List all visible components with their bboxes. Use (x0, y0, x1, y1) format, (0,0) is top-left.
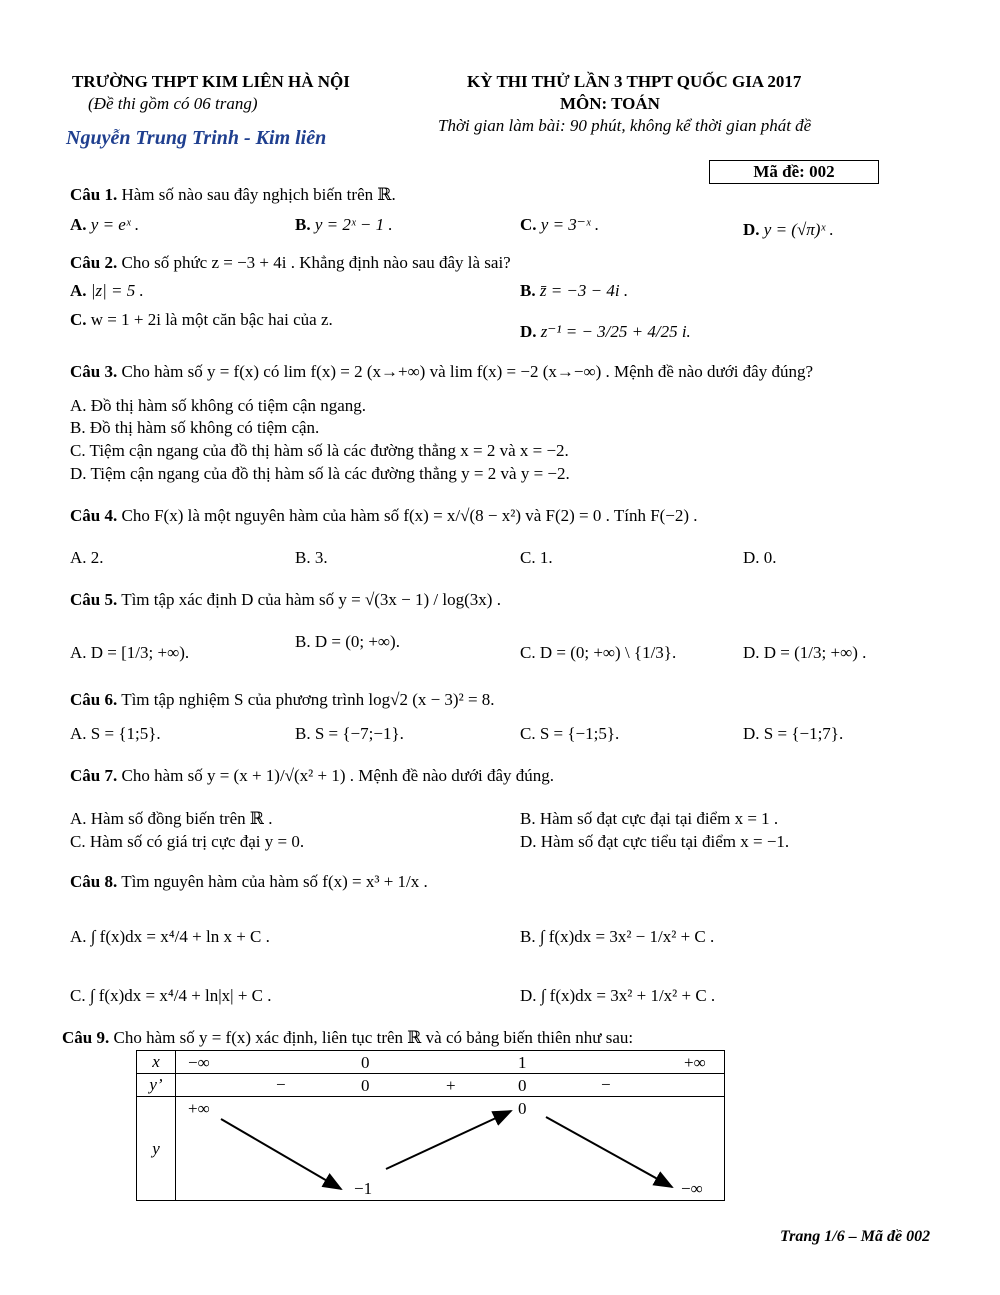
question-label: Câu 9. (62, 1028, 110, 1047)
question-7 (70, 766, 554, 786)
option-5b: B. D = (0; +∞). (295, 632, 400, 651)
option-4b: B. 3. (295, 548, 328, 567)
question-4 (70, 506, 698, 526)
table-row-x (137, 1051, 725, 1074)
question-text: Tìm tập xác định D của hàm số y = √(3x − 1) / log(3x) . (121, 590, 501, 609)
option-math: z⁻¹ = − 3/25 + 4/25 i. (540, 322, 691, 341)
option-3b: B. Đồ thị hàm số không có tiệm cận. (70, 418, 320, 437)
question-label: Câu 1. (70, 185, 118, 204)
sign-value: 0 (361, 1076, 370, 1095)
option-math: z̄ = −3 − 4i . (539, 281, 629, 300)
row-label-y: y (137, 1097, 176, 1201)
y-value: 0 (518, 1099, 527, 1118)
option-3c: C. Tiệm cận ngang của đồ thị hàm số là các đường thẳng x = 2 và x = −2. (70, 441, 569, 460)
option-8b: B. ∫ f(x)dx = 3x² − 1/x² + C . (520, 927, 715, 946)
option-1b (295, 215, 393, 235)
table-row-y (137, 1097, 725, 1201)
option-letter: C. (520, 215, 537, 234)
variation-table (136, 1050, 725, 1201)
sign-value: − (276, 1075, 286, 1094)
option-6a: A. S = {1;5}. (70, 724, 161, 743)
variation-arrows (176, 1097, 726, 1201)
question-text: Hàm số nào sau đây nghịch biến trên ℝ. (121, 185, 396, 204)
y-value: +∞ (188, 1099, 210, 1118)
option-6c: C. S = {−1;5}. (520, 724, 620, 743)
option-2a (70, 281, 144, 301)
question-label: Câu 4. (70, 506, 118, 525)
y-value: −∞ (681, 1179, 703, 1198)
option-1a (70, 215, 139, 235)
option-text: w = 1 + 2i là một căn bậc hai của z. (90, 310, 333, 329)
option-letter: A. (70, 281, 87, 300)
question-label: Câu 8. (70, 872, 118, 891)
question-text: Cho F(x) là một nguyên hàm của hàm số f(x) = x/√(8 − x²) và F(2) = 0 . Tính F(−2) . (121, 506, 698, 525)
option-letter: A. (70, 215, 87, 234)
row-values-y (176, 1097, 725, 1201)
table-row-yprime (137, 1074, 725, 1097)
option-8a: A. ∫ f(x)dx = x⁴/4 + ln x + C . (70, 927, 270, 946)
option-math: y = (√π)ˣ . (763, 220, 834, 239)
option-8c: C. ∫ f(x)dx = x⁴/4 + ln|x| + C . (70, 986, 272, 1005)
option-2c (70, 310, 333, 330)
option-5c: C. D = (0; +∞) \ {1/3}. (520, 643, 677, 662)
option-1d (743, 220, 834, 240)
author-line: Nguyễn Trung Trinh - Kim liên (66, 127, 327, 149)
school-name: TRƯỜNG THPT KIM LIÊN HÀ NỘI (72, 72, 350, 91)
option-5d: D. D = (1/3; +∞) . (743, 643, 867, 662)
option-letter: B. (295, 215, 311, 234)
row-label-x: x (137, 1051, 176, 1074)
question-3 (70, 362, 813, 382)
option-math: y = 3⁻ˣ . (540, 215, 600, 234)
time-note: Thời gian làm bài: 90 phút, không kể thời gian phát đề (438, 116, 812, 135)
option-6b: B. S = {−7;−1}. (295, 724, 404, 743)
x-value: 1 (518, 1053, 527, 1072)
option-5a: A. D = [1/3; +∞). (70, 643, 190, 662)
question-text: Cho hàm số y = f(x) có lim f(x) = 2 (x→+∞) và lim f(x) = −2 (x→−∞) . Mệnh đề nào dưới đây đúng? (121, 362, 814, 381)
option-4a: A. 2. (70, 548, 104, 567)
option-letter: B. (520, 281, 536, 300)
option-7c: C. Hàm số có giá trị cực đại y = 0. (70, 832, 305, 851)
question-text: Cho hàm số y = f(x) xác định, liên tục trên ℝ và có bảng biến thiên như sau: (113, 1028, 634, 1047)
option-4d: D. 0. (743, 548, 777, 567)
question-text: Tìm nguyên hàm của hàm số f(x) = x³ + 1/x . (121, 872, 428, 891)
question-label: Câu 2. (70, 253, 118, 272)
option-7a: A. Hàm số đồng biến trên ℝ . (70, 809, 273, 828)
option-math: y = 2ˣ − 1 . (314, 215, 393, 234)
x-value: 0 (361, 1053, 370, 1072)
exam-code-box: Mã đề: 002 (709, 160, 879, 184)
option-letter: D. (520, 322, 537, 341)
question-8 (70, 872, 428, 892)
option-3d: D. Tiệm cận ngang của đồ thị hàm số là các đường thẳng y = 2 và y = −2. (70, 464, 570, 483)
question-6 (70, 690, 495, 710)
question-1 (70, 185, 396, 205)
question-label: Câu 3. (70, 362, 118, 381)
sign-value: 0 (518, 1076, 527, 1095)
sign-value: + (446, 1076, 456, 1095)
row-values-x (176, 1051, 725, 1074)
decreasing-arrow (546, 1117, 672, 1187)
question-5 (70, 590, 501, 610)
increasing-arrow (386, 1111, 511, 1169)
option-letter: D. (743, 220, 760, 239)
option-7b: B. Hàm số đạt cực đại tại điểm x = 1 . (520, 809, 779, 828)
option-3a: A. Đồ thị hàm số không có tiệm cận ngang. (70, 396, 367, 415)
y-value: −1 (354, 1179, 373, 1198)
question-text: Tìm tập nghiệm S của phương trình log√2 (x − 3)² = 8. (121, 690, 495, 709)
x-value: +∞ (684, 1053, 706, 1072)
pages-note: (Đề thi gồm có 06 trang) (88, 94, 258, 113)
page-footer: Trang 1/6 – Mã đề 002 (780, 1228, 931, 1245)
subject: MÔN: TOÁN (560, 94, 660, 113)
option-math: y = eˣ . (90, 215, 140, 234)
question-text: Cho hàm số y = (x + 1)/√(x² + 1) . Mệnh đề nào dưới đây đúng. (121, 766, 554, 785)
question-text: Cho số phức z = −3 + 4i . Khẳng định nào sau đây là sai? (121, 253, 511, 272)
option-8d: D. ∫ f(x)dx = 3x² + 1/x² + C . (520, 986, 716, 1005)
question-2 (70, 253, 511, 273)
option-4c: C. 1. (520, 548, 553, 567)
option-1c (520, 215, 599, 235)
row-values-yprime (176, 1074, 725, 1097)
option-2b (520, 281, 628, 301)
option-letter: C. (70, 310, 87, 329)
question-label: Câu 6. (70, 690, 118, 709)
question-label: Câu 5. (70, 590, 118, 609)
option-2d (520, 322, 691, 342)
decreasing-arrow (221, 1119, 341, 1189)
question-label: Câu 7. (70, 766, 118, 785)
option-7d: D. Hàm số đạt cực tiểu tại điểm x = −1. (520, 832, 790, 851)
exam-title: KỲ THI THỬ LẦN 3 THPT QUỐC GIA 2017 (467, 72, 802, 91)
question-9 (62, 1028, 633, 1048)
option-math: |z| = 5 . (90, 281, 144, 300)
sign-value: − (601, 1075, 611, 1094)
option-6d: D. S = {−1;7}. (743, 724, 844, 743)
x-value: −∞ (188, 1053, 210, 1072)
row-label-yprime: y’ (137, 1074, 176, 1097)
